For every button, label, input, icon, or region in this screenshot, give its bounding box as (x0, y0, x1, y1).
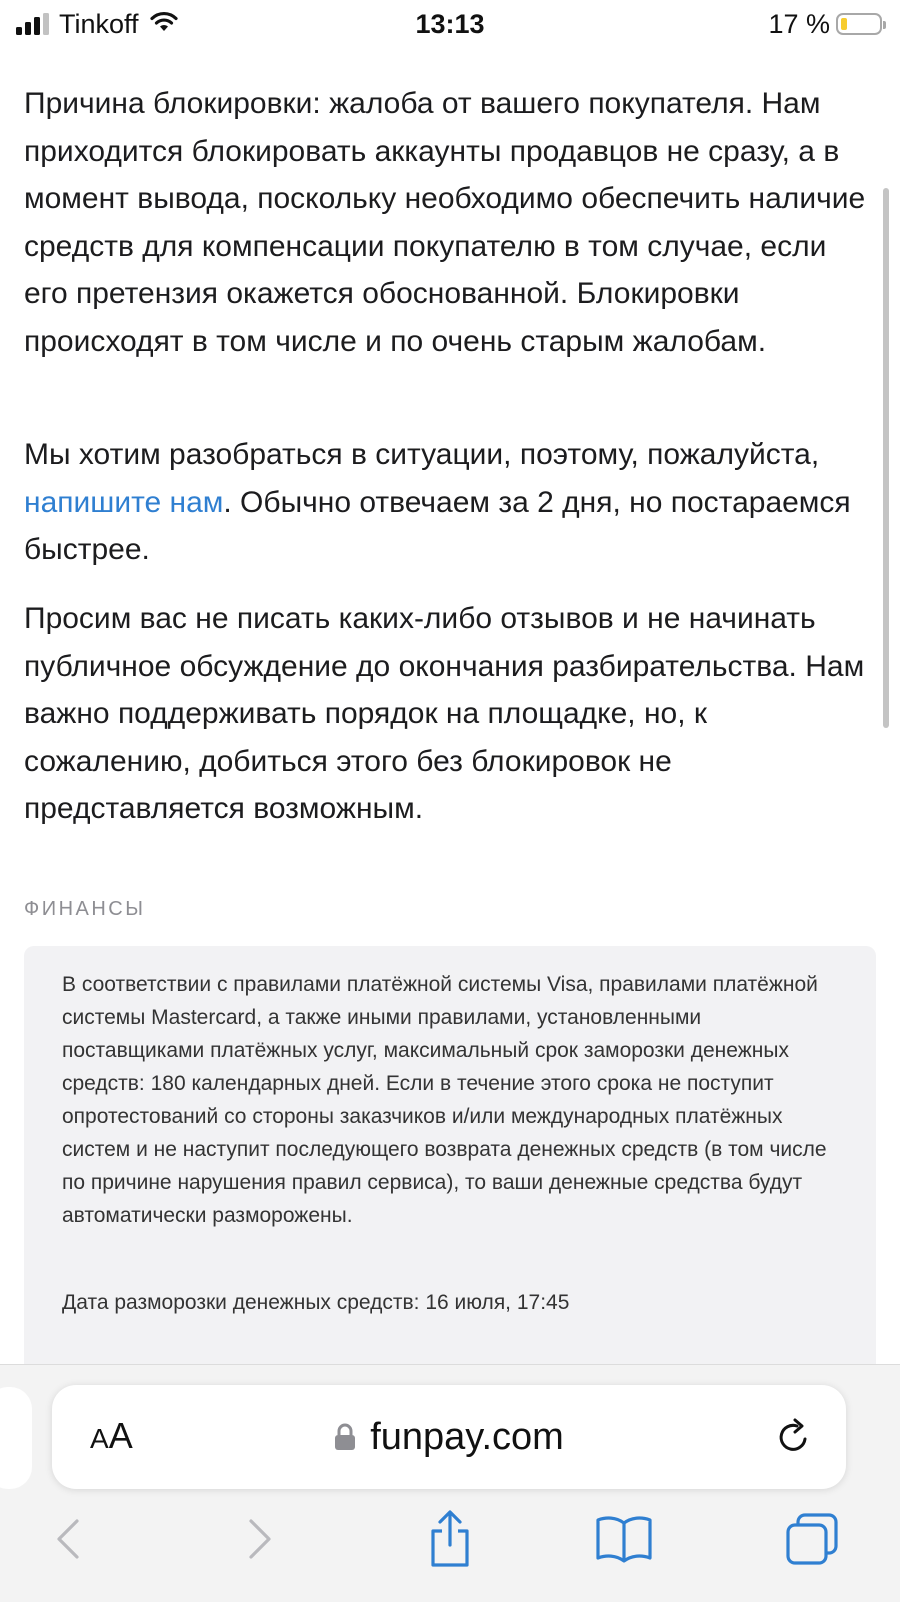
contact-paragraph (24, 431, 874, 574)
contact-text-before: Мы хотим разобраться в ситуации, поэтому, пожалуйста, (24, 438, 820, 471)
write-us-link[interactable]: напишите нам (24, 485, 224, 519)
request-paragraph: Просим вас не писать каких-либо отзывов и не начинать публичное обсуждение до окончания разбирательства. Нам важно поддерживать порядок на площадке, но, к сожалению, добиться этого без блокировок не представляется возможным. (24, 602, 865, 825)
contact-text-after: . Обычно отвечаем за 2 дня, но постараемся быстрее. (24, 485, 851, 566)
finance-section-label: ФИНАНСЫ (24, 898, 146, 920)
tabs-button[interactable] (784, 1513, 840, 1569)
reader-options-button[interactable]: AA (90, 1415, 133, 1456)
previous-tab-peek[interactable] (0, 1387, 32, 1489)
status-right (768, 8, 882, 40)
finance-card (24, 946, 876, 1364)
share-icon (425, 1509, 475, 1574)
chevron-right-icon (245, 1517, 275, 1566)
url-text: funpay.com (370, 1415, 564, 1458)
finance-description: В соответствии с правилами платёжной системы Visa, правилами платёжной системы Mastercard, а также иными правилами, установленными поставщиками платёжных услуг, максимальный срок заморозки денежных средств: 180 календарных дней. Если в течение этого срока не поступит опротестований со стороны заказчиков и/или международных платёжных систем и не наступит последующего возврата денежных средств (в том числе по причине нарушения правил сервиса), то ваши денежные средства будут автоматически разморожены. (62, 973, 827, 1227)
url-field[interactable] (52, 1385, 846, 1489)
status-bar (0, 0, 900, 48)
share-button[interactable] (422, 1513, 478, 1569)
back-button[interactable] (40, 1513, 96, 1569)
chevron-left-icon (53, 1517, 83, 1566)
clock: 13:13 (415, 9, 485, 39)
battery-icon (836, 13, 882, 35)
book-icon (594, 1514, 654, 1569)
forward-button[interactable] (232, 1513, 288, 1569)
lock-icon (334, 1423, 356, 1451)
page-content (0, 48, 900, 1364)
reload-icon[interactable] (774, 1417, 814, 1462)
browser-toolbar (0, 1505, 900, 1575)
browser-bottom-bar (0, 1364, 900, 1602)
battery-percent: 17 % (768, 8, 830, 39)
bookmarks-button[interactable] (596, 1513, 652, 1569)
carrier-name: Tinkoff (59, 8, 139, 39)
block-reason-paragraph: Причина блокировки: жалоба от вашего покупателя. Нам приходится блокировать аккаунты продавцов не сразу, а в момент вывода, поскольку необходимо обеспечить наличие средств для компенсации покупателю в том случае, если его претензия окажется обоснованной. Блокировки происходят в том числе и по очень старым жалобам. (24, 87, 866, 358)
battery-fill (841, 18, 847, 30)
unfreeze-date: Дата разморозки денежных средств: 16 июля, 17:45 (62, 1291, 570, 1314)
tabs-icon (784, 1512, 840, 1571)
scrollbar[interactable] (883, 188, 889, 728)
address-bar[interactable] (52, 1385, 846, 1489)
